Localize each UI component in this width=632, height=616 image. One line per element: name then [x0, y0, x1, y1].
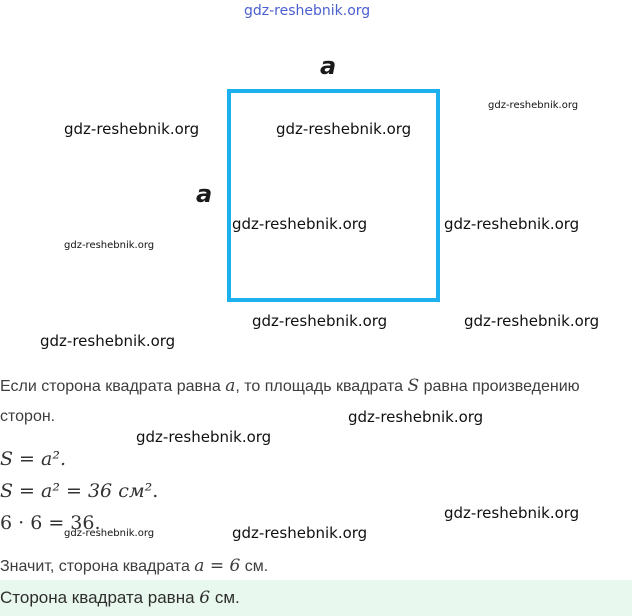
watermark: gdz-reshebnik.org [252, 312, 388, 330]
watermark: gdz-reshebnik.org [232, 215, 368, 233]
square-figure [227, 89, 440, 302]
math-var-s: S [407, 376, 420, 396]
answer-value: 6 [199, 588, 211, 608]
watermark: gdz-reshebnik.org [444, 215, 580, 233]
conclusion-line [0, 556, 268, 576]
answer-text [0, 588, 240, 608]
watermark: gdz-reshebnik.org [488, 100, 579, 111]
text-fragment: см. [210, 588, 240, 607]
explanation-line-1 [0, 376, 580, 396]
formula-text: . [152, 480, 159, 502]
formula-area [0, 448, 66, 470]
text-fragment: Если сторона квадрата равна [0, 378, 226, 395]
watermark: gdz-reshebnik.org [232, 524, 368, 542]
text-fragment: Значит, сторона квадрата [0, 558, 195, 575]
text-fragment: Сторона квадрата равна [0, 588, 200, 607]
watermark: gdz-reshebnik.org [64, 120, 200, 138]
formula-multiplication: 6 · 6 = 36. [0, 512, 101, 534]
watermark: gdz-reshebnik.org [64, 240, 155, 251]
watermark: gdz-reshebnik.org [276, 120, 412, 138]
watermark: gdz-reshebnik.org [64, 528, 155, 539]
math-var-a: a [225, 376, 236, 396]
text-fragment: равна произведению [419, 378, 580, 395]
formula-area-value [0, 480, 158, 502]
watermark: gdz-reshebnik.org [348, 408, 484, 426]
side-label-top: a [320, 52, 337, 80]
formula-unit: см² [118, 480, 153, 502]
watermark: gdz-reshebnik.org [464, 312, 600, 330]
watermark: gdz-reshebnik.org [40, 332, 176, 350]
watermark: gdz-reshebnik.org [136, 428, 272, 446]
side-label-left: a [196, 180, 213, 208]
formula-text: S = a². [0, 448, 66, 470]
text-fragment: см. [240, 558, 269, 575]
formula-text: S = a² = 36 [0, 480, 119, 502]
answer-box [0, 580, 632, 616]
explanation-line-2: сторон. [0, 408, 56, 425]
text-fragment: , то площадь квадрата [235, 378, 408, 395]
watermark-top: gdz-reshebnik.org [244, 3, 371, 19]
conclusion-math: a = 6 [194, 556, 241, 576]
watermark: gdz-reshebnik.org [444, 504, 580, 522]
